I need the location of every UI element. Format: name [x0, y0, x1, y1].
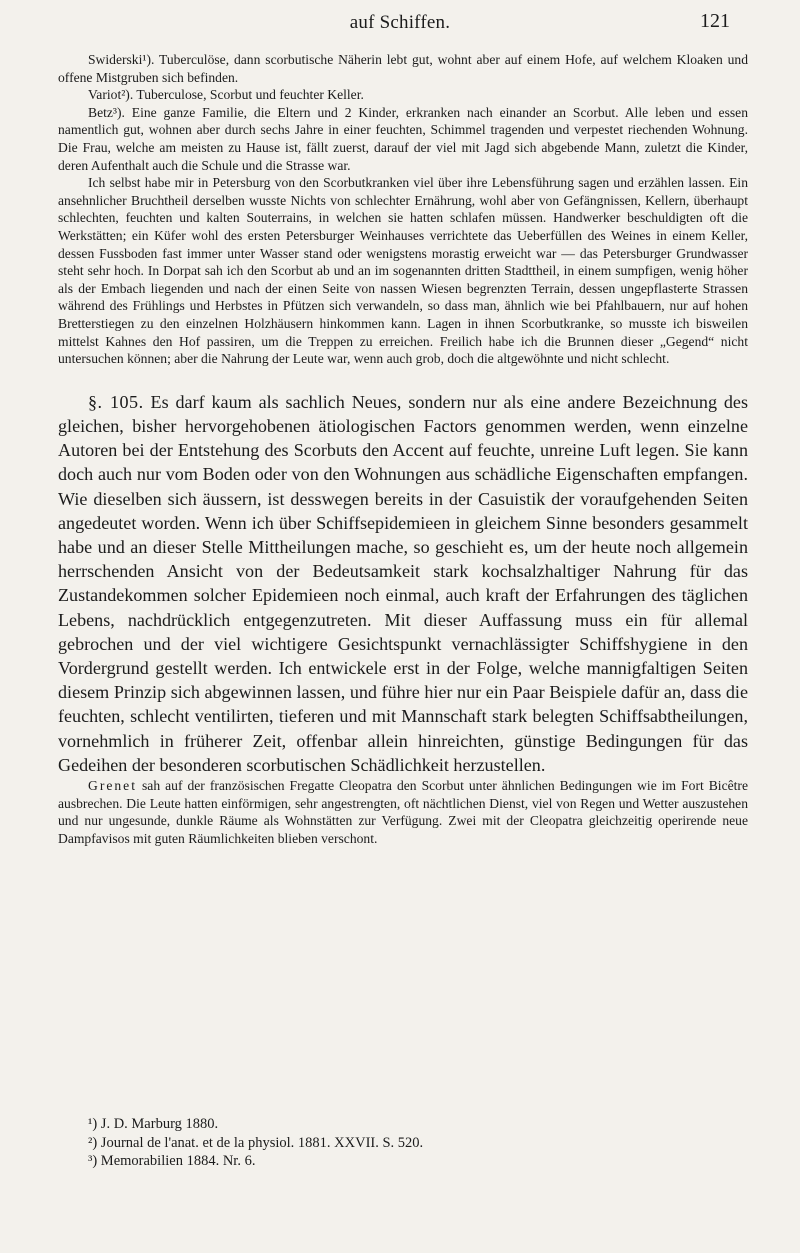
case-paragraph-grenet [58, 777, 748, 847]
section-text: Es darf kaum als sachlich Neues, sondern nur als eine andere Bezeichnung des gleichen, bisher hervorgehobenen ätiologischen Factors genommen werden, wenn einzelne Autoren bei der Entstehung des Scorbuts den Accent auf feuchte, unreine Luft legen. Sie kann doch auch nur vom Boden oder von den Wohnungen aus schädliche Eigenschaften empfangen. Wie dieselben sich äussern, ist desswegen bereits in der Casuistik der voraufgehenden Seiten angedeutet worden. Wenn ich über Schiffsepidemieen in gleichem Sinne besonders gesammelt habe und an dieser Stelle Mittheilungen mache, so geschieht es, um der heute noch allgemein herrschenden Ansicht von der Bedeutsamkeit stark kochsalzhaltiger Nahrung für das Zustandekommen solcher Epidemieen noch einmal, auch kraft der Erfahrungen des täglichen Lebens, nachdrücklich entgegenzutreten. Mit dieser Auffassung muss ein für allemal gebrochen und der viel wichtigere Gesichtspunkt vernachlässigter Schiffshygiene in den Vordergrund gestellt werden. Ich entwickele erst in der Folge, welche mannigfaltigen Seiten diesem Prinzip sich abgewinnen lassen, und führe hier nur ein Paar Beispiele dafür an, dass die feuchten, schlecht ventilirten, tieferen und mit Mannschaft stark belegten Schiffsabtheilungen, vornehmlich in früherer Zeit, offenbar allein hinreichten, günstige Bedingungen für das Gedeihen der besonderen scorbutischen Schädlichkeit herzustellen. [58, 391, 749, 775]
author-observation-paragraph: Ich selbst habe mir in Petersburg von den Scorbutkranken viel über ihre Lebensführung sagen und erzählen lassen. Ein ansehnlicher Bruchtheil derselben wusste Nichts von schlechter Ernährung, wohl aber von Gefängnissen, Kellern, überhaupt schlechten, feuchten und kalten Souterrains, in welchen sie hatten schlafen müssen. Handwerker beschuldigten oft die Werkstätten; ein Küfer wohl des ersten Petersburger Weinhauses verrichtete das Ueberfüllen des Weines in einem Keller, dessen Fussboden fast immer unter Wasser stand oder wenigstens morastig erweicht war — das Petersburger Grundwasser steht sehr hoch. In Dorpat sah ich den Scorbut ab und an im sogenannten dritten Stadttheil, in einem sumpfigen, wenig höher als der Embach liegenden und nach der einen Seite von nassen Wiesen begrenzten Terrain, dessen ungepflasterte Strassen während des Frühlings und Herbstes in Pfützen sich verwandeln, so dass man, ähnlich wie bei Pfahlbauern, nur auf hohen Bretterstiegen zu den einzelnen Holzhäusern hinkommen kann. Lagen in ihnen Scorbutkranke, so musste ich bisweilen mittelst Kahnes den Hof passiren, um die Treppen zu erreichen. Freilich habe ich die Brunnen dieser „Gegend“ nicht untersuchen können; aber die Nahrung der Leute war, wenn auch grob, doch die altgewöhnte und nicht schlecht. [58, 175, 748, 367]
case-paragraph-betz: Betz³). Eine ganze Familie, die Eltern und 2 Kinder, erkranken nach einander an Scorbut. Alle leben und essen namentlich gut, wohnen aber durch sechs Jahre in einer feuchten, Schimmel tragenden und verpestet riechenden Wohnung. Die Frau, welche am meisten zu Hause ist, fällt zuerst, darauf der viel mit Jagd sich abgebende Mann, zuletzt die Kinder, deren Aufenthalt auch die Schule und die Strasse war. [58, 104, 748, 173]
running-title: auf Schiffen. [349, 12, 451, 33]
case-reports [58, 51, 748, 368]
case-paragraph-variot: Variot²). Tuberculose, Scorbut und feuchter Keller. [88, 87, 364, 103]
footnotes [88, 1115, 688, 1171]
case-text: sah auf der französischen Fregatte Cleopatra den Scorbut unter ähnlichen Bedingungen wie im Fort Bicêtre ausbrechen. Die Leute hatten einförmigen, sehr angestrengten, oft nächtlichen Dienst, viel von Regen und Wetter auszustehen und nur ungesunde, dunkle Räume als Wohnstätten zur Verfügung. Zwei mit der Cleopatra gleichzeitig operirende neue Dampfavisos mit guten Räumlichkeiten blieben verschont. [58, 777, 748, 846]
footnote-3: ³) Memorabilien 1884. Nr. 6. [88, 1153, 256, 1169]
footnote-2: ²) Journal de l'anat. et de la physiol. 1881. XXVII. S. 520. [88, 1134, 424, 1151]
section-number: §. 105. [88, 391, 144, 412]
page-body [58, 51, 748, 847]
case-paragraph-swiderski: Swiderski¹). Tuberculöse, dann scorbutische Näherin lebt gut, wohnt aber auf einem Hofe, auf welchem Kloaken und offene Mistgruben sich befinden. [58, 52, 748, 85]
author-name: Grenet [88, 777, 137, 793]
footnote-1: ¹) J. D. Marburg 1880. [88, 1116, 219, 1132]
page-number: 121 [700, 10, 730, 32]
section-105 [58, 390, 748, 777]
